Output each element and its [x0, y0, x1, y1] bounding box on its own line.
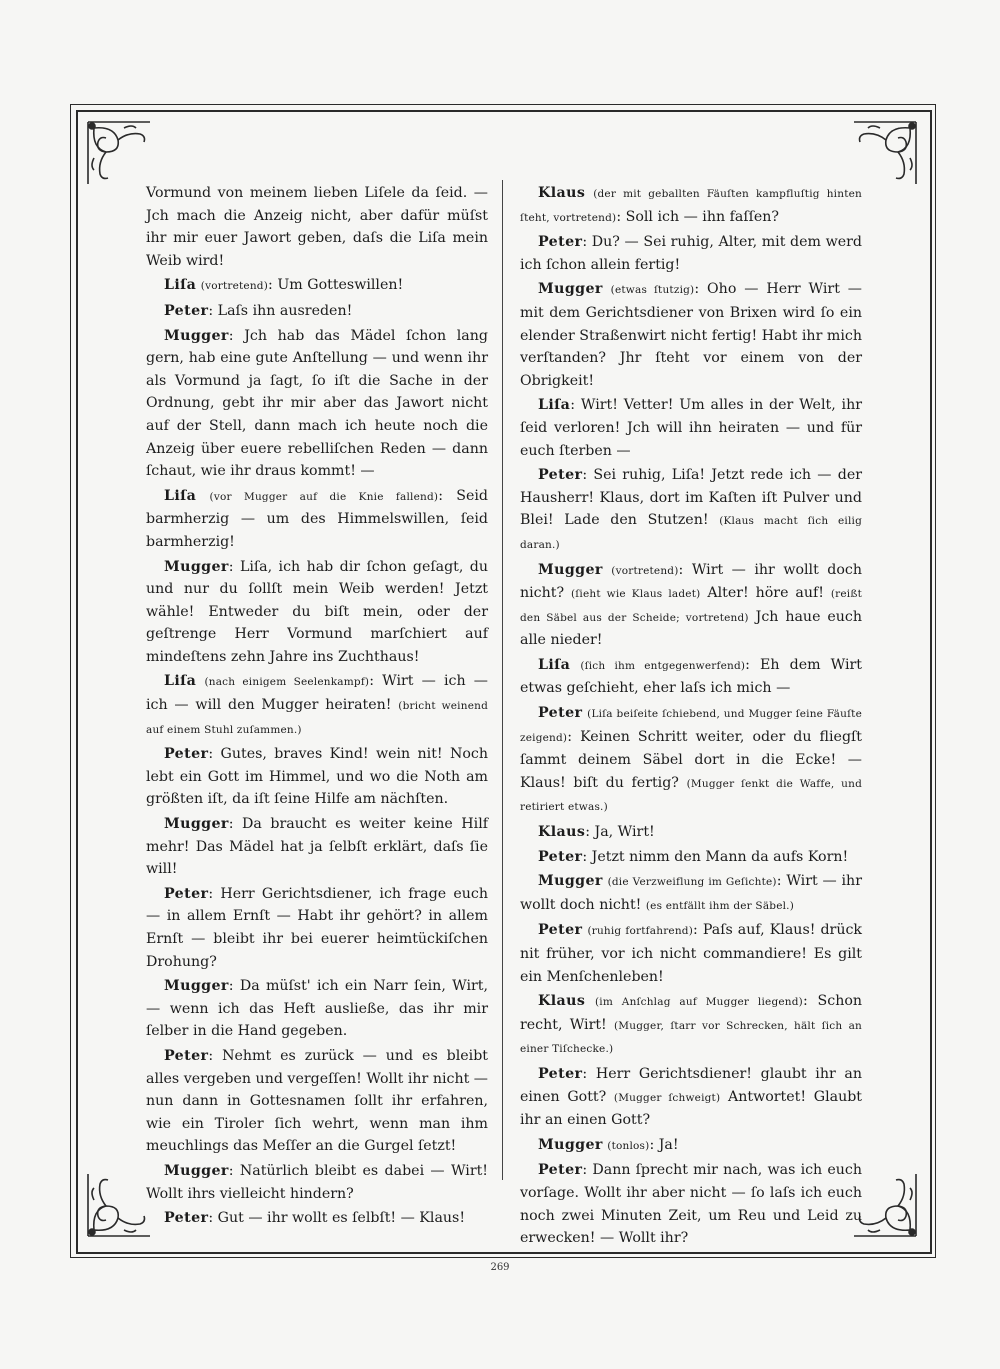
dialogue-paragraph [520, 846, 862, 869]
speaker-name: Peter [538, 467, 583, 484]
dialogue-paragraph [520, 821, 862, 844]
stage-direction: (der mit geballten Fäuſten kampfluſtig hinten ſteht, vortretend) [520, 188, 862, 224]
speaker-separator: : [802, 993, 808, 1010]
speaker-name: Peter [164, 302, 209, 319]
speaker-separator: : [228, 558, 234, 575]
dialogue-text: Wirt — ich — ich — will den Mugger heiraten! [146, 673, 488, 714]
dialogue-text: Herr Gerichtsdiener, ich frage euch — in allem Ernſt — Habt ihr gehört? in allem Ernſt — bleibt ihr bei euerer heimtückiſchen Drohung? [146, 885, 488, 970]
dialogue-paragraph [146, 485, 488, 554]
column-divider [502, 180, 503, 1180]
speaker-name: Peter [164, 885, 209, 902]
dialogue-text: Da müſst' ich ein Narr ſein, Wirt, — wenn ich das Heft ausließe, das ihr mir ſelber in die Hand gegeben. [146, 978, 488, 1040]
speaker-separator: : [208, 1210, 214, 1227]
dialogue-text: Natürlich bleibt es dabei — Wirt! Wollt ihrs vielleicht hindern? [146, 1162, 489, 1202]
dialogue-paragraph [520, 870, 862, 917]
speaker-name: Peter [164, 1210, 209, 1227]
stage-direction: (Mugger ſenkt die Waffe, und retiriert etwas.) [520, 777, 862, 814]
dialogue-paragraph [146, 182, 488, 272]
dialogue-paragraph [146, 813, 488, 881]
stage-direction: (etwas ſtutzig) [610, 284, 695, 297]
left-text-column [146, 182, 488, 1232]
speaker-separator: : [228, 1162, 234, 1179]
dialogue-text: Ja! [658, 1136, 679, 1153]
dialogue-text: Paſs auf, Klaus! drück nit früher, vor ich nicht commandiere! Es gilt ein Menſchenleben! [520, 922, 863, 985]
dialogue-text: Liſa, ich hab dir ſchon geſagt, du und nur du ſollſt mein Weib werden! Jetzt wähle! Entweder du biſt mein, oder der geſtrenge Herr Vormund marſchiert auf mindeſtens zehn Jahre ins Zuchthaus! [146, 558, 489, 665]
dialogue-paragraph [520, 654, 862, 700]
dialogue-text: Wirt — ihr wollt doch nicht? [520, 561, 863, 602]
speaker-name: Klaus [538, 993, 586, 1010]
dialogue-paragraph [520, 919, 862, 988]
dialogue-paragraph [146, 883, 488, 973]
speaker-separator: : [208, 1047, 214, 1064]
speaker-name: Peter [538, 234, 583, 251]
stage-direction: (bricht weinend auf einem Stuhl zuſammen.) [146, 700, 488, 736]
speaker-name: Mugger [538, 281, 603, 298]
speaker-name: Liſa [538, 656, 571, 673]
dialogue-paragraph [146, 1207, 488, 1230]
speaker-separator: : [582, 1162, 588, 1179]
speaker-name: Mugger [538, 561, 603, 578]
stage-direction: (vortretend) [200, 280, 269, 293]
stage-direction: (Klaus macht ſich eilig daran.) [520, 515, 862, 551]
stage-direction: (es entfällt ihm der Säbel.) [645, 899, 795, 912]
speaker-separator: : [582, 848, 588, 865]
speaker-separator: : [694, 281, 700, 298]
speaker-separator: : [693, 922, 698, 939]
stage-direction: (tonlos) [607, 1139, 650, 1152]
dialogue-paragraph [146, 975, 488, 1043]
dialogue-text: Schon recht, Wirt! [520, 993, 863, 1033]
speaker-name: Liſa [164, 277, 197, 294]
stage-direction: (vortretend) [611, 564, 679, 577]
speaker-name: Mugger [164, 1162, 229, 1179]
dialogue-paragraph [520, 1159, 862, 1249]
dialogue-text: Oho — Herr Wirt — mit dem Gerichtsdiener von Brixen wird ſo ein elender Straßenwirt nicht fertig! Habt ihr mich verſtanden? Jhr ſteht vor einem von der Obrigkeit! [520, 281, 862, 389]
dialogue-text: Wirt — ihr wollt doch nicht! [520, 873, 862, 913]
stage-direction: (Liſa beiſeite ſchiebend, und Mugger ſeine Fäuſte zeigend) [520, 708, 862, 744]
speaker-name: Peter [538, 922, 583, 939]
dialogue-text: Da braucht es weiter keine Hilf mehr! Das Mädel hat ja ſelbſt erklärt, daſs ſie will! [146, 816, 488, 878]
dialogue-text: Antwortet! Glaubt ihr an einen Gott? [520, 1088, 863, 1129]
speaker-name: Klaus [538, 185, 586, 201]
speaker-name: Peter [538, 848, 583, 865]
dialogue-paragraph [146, 1045, 488, 1158]
speaker-name: Liſa [538, 397, 571, 414]
corner-ornament-icon [850, 118, 920, 188]
dialogue-paragraph [520, 394, 862, 462]
dialogue-text: Seid barmherzig — um des Himmelswillen, ſeid barmherzig! [146, 487, 488, 550]
dialogue-text: Jch hab das Mädel ſchon lang gern, hab eine gute Anſtellung — und wenn ihr als Vormund ja ſagt, ſo iſt die Sache in der Ordnung, gebt ihr mir aber das Jawort nicht auf der Stell, dann mach ich heute noch die Anzeig über euere rebelliſchen Reden — dann ſchaut, wie ihr draus kommt! — [146, 327, 488, 480]
dialogue-paragraph [520, 702, 862, 819]
speaker-name: Mugger [538, 1136, 603, 1153]
speaker-name: Mugger [164, 558, 229, 575]
dialogue-text: Jetzt nimm den Mann da aufs Korn! [591, 848, 849, 865]
stage-direction: (die Verzweiflung im Geſichte) [607, 876, 777, 889]
speaker-separator: : [268, 277, 273, 294]
speaker-separator: : [208, 885, 214, 902]
dialogue-text: Keinen Schritt weiter, oder du fliegſt ſammt deinem Säbel dort in die Ecke! — Klaus! biſt du fertig? [520, 728, 862, 791]
speaker-separator: : [776, 873, 782, 890]
speaker-separator: : [438, 487, 443, 504]
dialogue-text: Gut — ihr wollt es ſelbſt! — Klaus! [217, 1210, 466, 1227]
dialogue-paragraph [146, 670, 488, 741]
stage-direction: (ſich ihm entgegenwerfend) [580, 659, 746, 672]
speaker-name: Peter [538, 1162, 583, 1179]
stage-direction: (Mugger, ſtarr vor Schrecken, hält ſich an einer Tiſchecke.) [520, 1019, 862, 1056]
speaker-separator: : [582, 234, 588, 251]
speaker-name: Peter [164, 746, 209, 763]
speaker-separator: : [228, 327, 234, 344]
dialogue-paragraph [520, 278, 862, 392]
speaker-name: Peter [164, 1047, 209, 1064]
speaker-separator: : [582, 1065, 588, 1082]
stage-direction: (ruhig fortfahrend) [587, 925, 694, 938]
stage-direction: (reißt den Säbel aus der Scheide; vortretend) [520, 588, 862, 624]
speaker-separator: : [208, 746, 214, 763]
dialogue-paragraph [146, 300, 488, 323]
dialogue-paragraph [520, 1134, 862, 1158]
stage-direction: (Mugger ſchweigt) [613, 1091, 721, 1104]
speaker-name: Mugger [538, 873, 603, 890]
speaker-name: Liſa [164, 487, 197, 504]
dialogue-paragraph [146, 556, 488, 669]
speaker-separator: : [228, 816, 234, 833]
dialogue-paragraph [146, 325, 488, 483]
dialogue-text: Um Gotteswillen! [277, 277, 404, 294]
page-number: 269 [490, 1262, 510, 1273]
dialogue-text: Jch haue euch alle nieder! [520, 608, 862, 649]
dialogue-paragraph [520, 182, 862, 229]
dialogue-text: Dann ſprecht mir nach, was ich euch vorſage. Wollt ihr aber nicht — ſo laſs ich euch noch zwei Minuten Zeit, um Reu und Leid zu erwecken! — Wollt ihr? [520, 1162, 863, 1247]
dialogue-paragraph [520, 1063, 862, 1132]
speaker-separator: : [228, 978, 234, 995]
speaker-separator: : [678, 561, 684, 578]
corner-ornament-icon [84, 118, 154, 188]
speaker-name: Klaus [538, 824, 586, 841]
stage-direction: (im Anſchlag auf Mugger liegend) [595, 996, 803, 1009]
dialogue-paragraph [520, 464, 862, 556]
stage-direction: (ſieht wie Klaus ladet) [571, 588, 701, 601]
speaker-name: Peter [538, 705, 583, 722]
dialogue-text: Ja, Wirt! [594, 824, 655, 841]
speaker-name: Liſa [164, 673, 197, 690]
dialogue-text: Alter! höre auf! [707, 585, 824, 602]
dialogue-text: Soll ich — ihn faſſen? [625, 208, 779, 225]
dialogue-text: Wirt! Vetter! Um alles in der Welt, ihr ſeid verloren! Jch will ihn heiraten — und für euch ſterben — [520, 397, 862, 459]
speaker-name: Mugger [164, 816, 229, 833]
dialogue-paragraph [520, 231, 862, 276]
speaker-separator: : [585, 824, 590, 841]
dialogue-paragraph [146, 743, 488, 811]
speaker-name: Mugger [164, 978, 229, 995]
speaker-name: Mugger [164, 327, 229, 344]
speaker-separator: : [567, 728, 573, 745]
dialogue-paragraph [520, 559, 862, 652]
speaker-separator: : [745, 656, 750, 673]
stage-direction: (nach einigem Seelenkampf) [204, 676, 370, 689]
dialogue-text: Du? — Sei ruhig, Alter, mit dem werd ich ſchon allein fertig! [520, 234, 862, 273]
speaker-separator: : [616, 208, 622, 225]
dialogue-text: Nehmt es zurück — und es bleibt alles vergeben und vergeſſen! Wollt ihr nicht — nun dann in Gottesnamen ſollt ihr erfahren, wie ein Tiroler ſich wehrt, wenn man ihm meuchlings das Meſſer an die Gurgel ſetzt! [146, 1047, 488, 1155]
right-text-column [520, 182, 862, 1252]
dialogue-paragraph [520, 990, 862, 1061]
speaker-separator: : [369, 673, 374, 690]
dialogue-text: Herr Gerichtsdiener! glaubt ihr an einen Gott? [520, 1065, 862, 1105]
corner-ornament-icon [84, 1170, 154, 1240]
speaker-name: Peter [538, 1065, 583, 1082]
dialogue-text: Sei ruhig, Liſa! Jetzt rede ich — der Hausherr! Klaus, dort im Kaſten iſt Pulver und Blei! Lade den Stutzen! [520, 467, 862, 529]
speaker-separator: : [208, 302, 214, 319]
dialogue-text: Laſs ihn ausreden! [217, 302, 353, 319]
speaker-separator: : [582, 467, 588, 484]
dialogue-paragraph [146, 1160, 488, 1205]
speaker-separator: : [649, 1136, 655, 1153]
speaker-separator: : [570, 397, 576, 414]
dialogue-text: Eh dem Wirt etwas geſchieht, eher laſs ich mich — [520, 656, 862, 697]
paragraph-text: Vormund von meinem lieben Liſele da ſeid. — Jch mach die Anzeig nicht, aber dafür müſst ihr mir euer Jawort geben, daſs die Liſa mein Weib wird! [146, 185, 488, 269]
dialogue-text: Gutes, braves Kind! wein nit! Noch lebt ein Gott im Himmel, und wo die Noth am größten iſt, da iſt ſeine Hilfe am nächſten. [146, 746, 489, 808]
stage-direction: (vor Mugger auf die Knie fallend) [209, 490, 439, 503]
dialogue-paragraph [146, 274, 488, 298]
